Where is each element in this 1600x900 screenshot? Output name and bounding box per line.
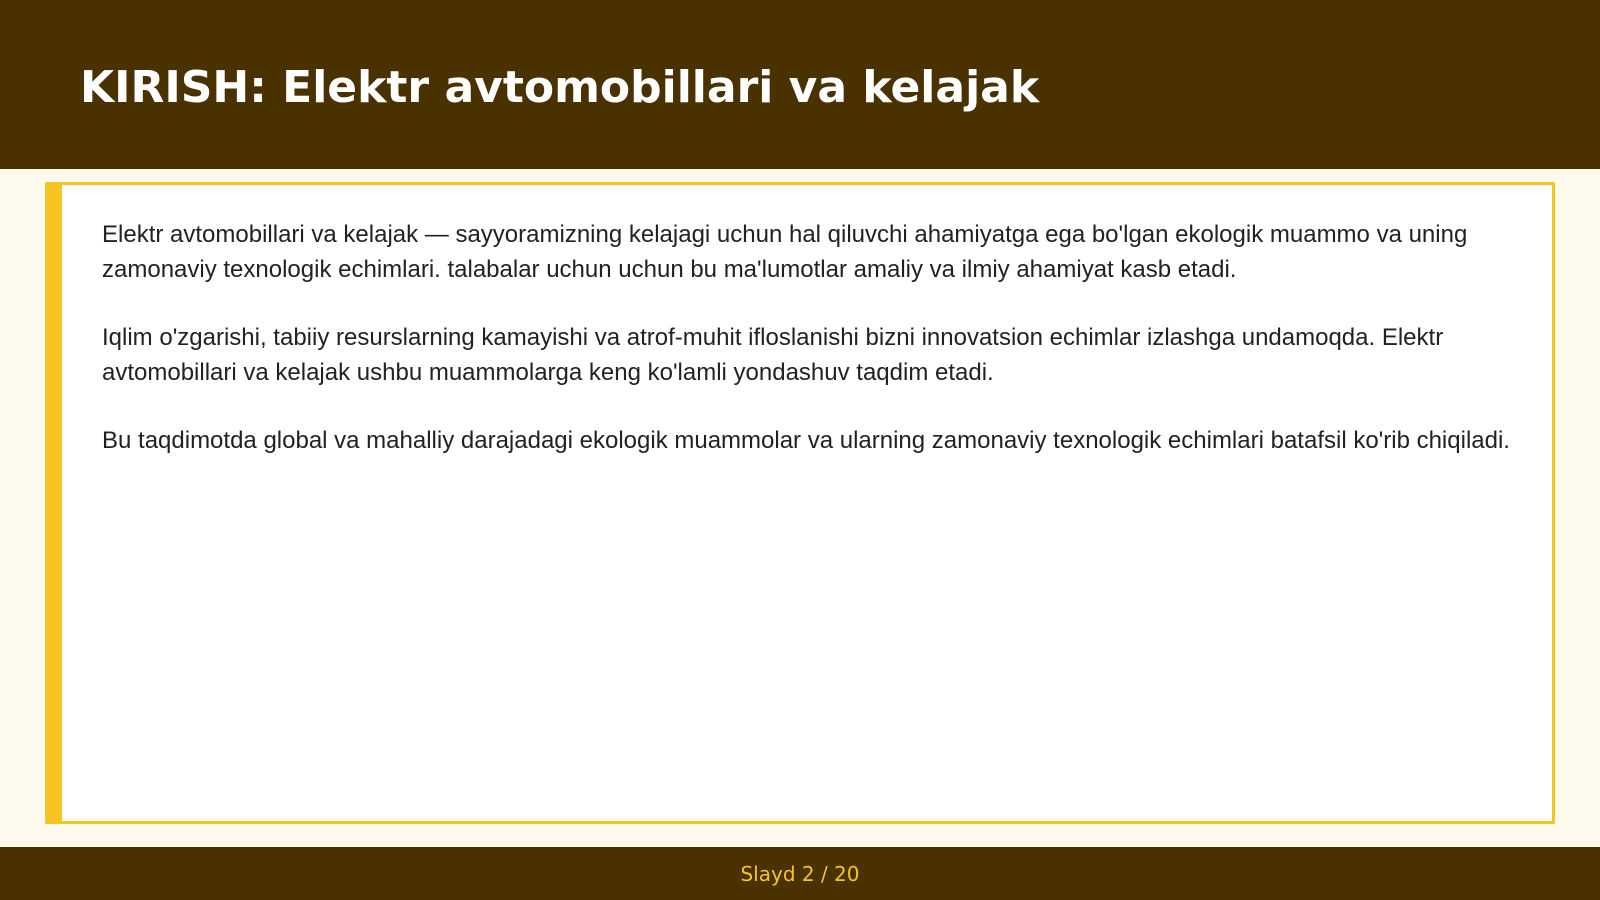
slide-counter: Slayd 2 / 20 — [740, 861, 860, 886]
slide-footer — [0, 847, 1600, 900]
content-text — [102, 217, 1522, 491]
paragraph-intro: Elektr avtomobillari va kelajak — sayyoramizning kelajagi uchun hal qiluvchi ahamiyatga ega bo'lgan ekologik muammo va uning zamonaviy texnologik echimlari. talabalar uchun uchun bu ma'lumotlar amaliy va ilmiy ahamiyat kasb etadi. — [102, 221, 1468, 283]
paragraph-overview: Bu taqdimotda global va mahalliy darajadagi ekologik muammolar va ularning zamonaviy texnologik echimlari batafsil ko'rib chiqiladi. — [102, 427, 1510, 454]
slide-title: KIRISH: Elektr avtomobillari va kelajak — [80, 62, 1040, 113]
slide-header — [0, 0, 1600, 169]
content-card — [45, 182, 1555, 824]
paragraph-climate: Iqlim o'zgarishi, tabiiy resurslarning kamayishi va atrof-muhit ifloslanishi bizni innovatsion echimlar izlashga undamoqda. Elektr avtomobillari va kelajak ushbu muammolarga keng ko'lamli yondashuv taqdim etadi. — [102, 324, 1444, 386]
